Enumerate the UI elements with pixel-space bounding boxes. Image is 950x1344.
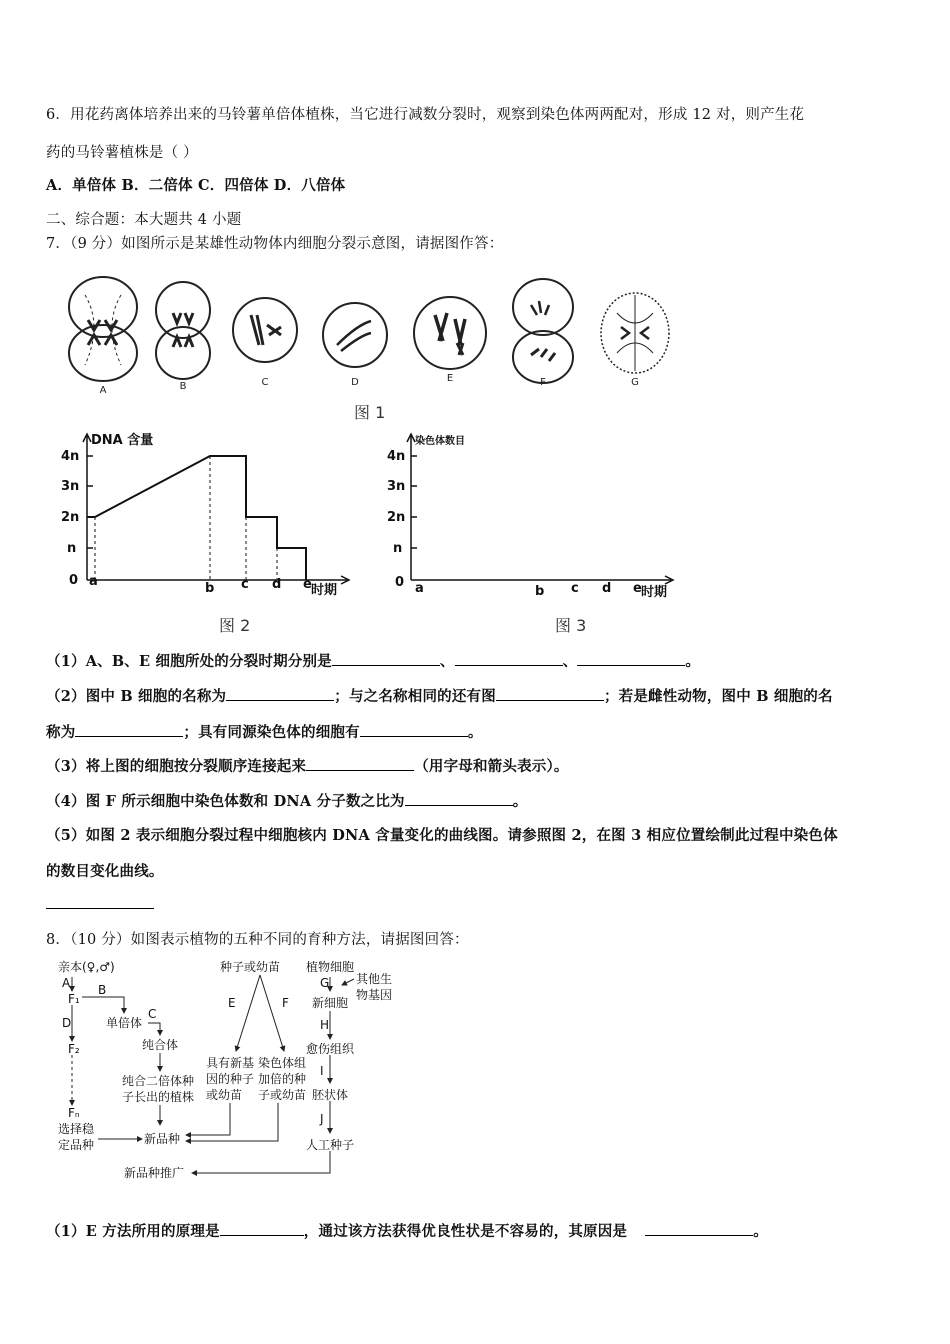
dg-label-h: H [320, 1018, 330, 1032]
fig2-xtick-c: c [241, 577, 249, 592]
q7-sub3-blank[interactable] [306, 756, 414, 771]
dg-label-g: G [320, 976, 330, 990]
fig2-ytick-0: 0 [69, 573, 79, 588]
cell-label-f: F [540, 377, 546, 388]
q7-sub5-blank[interactable] [46, 908, 154, 909]
fig3-xtick-b: b [535, 584, 545, 599]
cell-label-d: D [351, 377, 359, 388]
q7-sub2-text-a: （2）图中 B 细胞的名称为 [46, 688, 227, 705]
fig2-ytick-2n: 2n [61, 510, 80, 525]
dg-new-variety: 新品种 [144, 1132, 181, 1146]
q7-sub2-text-c: ；若是雌性动物，图中 B 细胞的名 [603, 688, 833, 705]
fig2-ylabel: DNA 含量 [91, 433, 154, 448]
q7-sub1-text: （1）A、B、E 细胞所处的分裂时期分别是 [46, 653, 332, 670]
q7-sub3-text-a: （3）将上图的细胞按分裂顺序连接起来 [46, 758, 307, 775]
fig2-dna-curve [87, 456, 306, 580]
fig3-ylabel: 染色体数目 [415, 436, 465, 447]
q7-sub2-blank3[interactable] [75, 722, 183, 737]
q7-sub1-blank3[interactable] [577, 651, 685, 666]
dg-newgene-3: 或幼苗 [206, 1088, 243, 1102]
figure3-chromosome-chart [385, 428, 695, 608]
q7-sub2-blank1[interactable] [226, 686, 334, 701]
dg-seed: 种子或幼苗 [220, 960, 281, 974]
dg-haploid: 单倍体 [106, 1016, 143, 1030]
q7-sub2-line2 [46, 721, 483, 742]
dg-select-2: 定品种 [58, 1138, 95, 1152]
dg-fn: Fₙ [68, 1106, 80, 1120]
dg-plant-cell: 植物细胞 [306, 960, 355, 974]
dg-f1: F₁ [68, 992, 80, 1006]
fig2-ytick-n: n [67, 541, 77, 556]
cell-label-a: A [99, 385, 107, 396]
dg-label-a: A [62, 976, 71, 990]
fig3-xtick-d: d [602, 581, 612, 596]
fig2-xtick-a: a [89, 574, 98, 589]
dg-other-2: 物基因 [356, 988, 393, 1002]
q7-sub4-text-a: （4）图 F 所示细胞中染色体数和 DNA 分子数之比为 [46, 793, 405, 810]
figure2-caption: 图 2 [219, 616, 251, 635]
fig3-xtick-e: e [633, 581, 642, 596]
q7-sub1-blank1[interactable] [332, 651, 440, 666]
q8-breeding-diagram [50, 955, 410, 1185]
q7-sub4 [46, 790, 527, 811]
q7-stem: 7．（9 分）如图所示是某雄性动物体内细胞分裂示意图，请据图作答： [46, 236, 504, 252]
dg-new-cell: 新细胞 [312, 996, 349, 1010]
q7-sub1-end: 。 [685, 653, 701, 670]
dg-embryoid: 胚状体 [312, 1088, 349, 1102]
q7-sub2-text-b: ；与之名称相同的还有图 [334, 688, 496, 705]
q7-sub2-blank4[interactable] [360, 722, 468, 737]
q8-sub1-blank2[interactable] [645, 1221, 753, 1236]
dg-f2: F₂ [68, 1042, 80, 1056]
dg-label-d: D [62, 1016, 72, 1030]
cell-label-e: E [446, 373, 454, 384]
q7-sub2-blank2[interactable] [496, 686, 604, 701]
q7-sub4-text-b: 。 [512, 793, 528, 810]
dg-double-1: 染色体组 [258, 1056, 307, 1070]
q8-sub1-text-b: ，通过该方法获得优良性状是不容易的，其原因是 [303, 1223, 628, 1240]
fig2-xtick-d: d [272, 577, 282, 592]
q7-sub2-text-f: 。 [467, 724, 483, 741]
q8-sub1-text-a: （1）E 方法所用的原理是 [46, 1223, 220, 1240]
q7-sub1-blank2[interactable] [455, 651, 563, 666]
dg-label-e: E [228, 996, 236, 1010]
dg-diploid-1: 纯合二倍体种 [122, 1074, 195, 1088]
fig3-ytick-0: 0 [395, 575, 405, 590]
dg-artificial-seed: 人工种子 [306, 1138, 355, 1152]
dg-double-2: 加倍的种 [258, 1072, 307, 1086]
dg-parent: 亲本(♀,♂) [58, 960, 115, 974]
q8-stem: 8．（10 分）如图表示植物的五种不同的育种方法，请据图回答： [46, 932, 469, 948]
dg-label-j: J [320, 1112, 324, 1126]
q7-sub4-blank[interactable] [405, 791, 513, 806]
cell-e [414, 297, 486, 369]
fig3-xlabel: 时期 [641, 585, 668, 600]
cell-c [233, 298, 297, 362]
q6-stem-line2: 药的马铃薯植株是（ ） [46, 145, 198, 161]
fig3-xtick-a: a [415, 581, 424, 596]
fig3-ytick-3n: 3n [387, 479, 406, 494]
cell-f [513, 279, 573, 383]
q7-sub5-line2: 的数目变化曲线。 [46, 863, 164, 880]
dg-newgene-2: 因的种子 [206, 1072, 255, 1086]
q8-sub1-blank1[interactable] [220, 1221, 304, 1236]
fig3-ytick-4n: 4n [387, 449, 406, 464]
dg-label-c: C [148, 1007, 157, 1021]
cell-label-g: G [631, 377, 639, 388]
cell-label-c: C [261, 377, 269, 388]
q7-sub3 [46, 755, 569, 776]
dg-label-i: I [320, 1064, 324, 1078]
q7-sub2-text-d: 称为 [46, 724, 76, 741]
dg-double-3: 子或幼苗 [258, 1088, 307, 1102]
fig2-ytick-4n: 4n [61, 449, 80, 464]
figure3-caption: 图 3 [555, 616, 587, 635]
dg-promote: 新品种推广 [124, 1166, 185, 1180]
dg-pure: 纯合体 [142, 1038, 179, 1052]
dg-newgene-1: 具有新基 [206, 1056, 255, 1070]
fig3-ytick-n: n [393, 541, 403, 556]
q7-sub3-text-b: （用字母和箭头表示）。 [414, 758, 569, 775]
dg-label-f: F [282, 996, 289, 1010]
cell-label-b: B [179, 381, 187, 392]
figure2-dna-chart [55, 428, 375, 608]
q7-sub1-sep1: 、 [439, 653, 455, 670]
dg-label-b: B [98, 983, 107, 997]
q7-sub2-line1 [46, 685, 833, 706]
section-heading: 二、综合题：本大题共 4 小题 [46, 212, 242, 228]
fig3-xtick-c: c [571, 581, 579, 596]
fig2-ytick-3n: 3n [61, 479, 80, 494]
dg-other-1: 其他生 [356, 972, 393, 986]
cell-a [69, 277, 137, 381]
fig2-xtick-b: b [205, 581, 215, 596]
q7-sub1-sep2: 、 [562, 653, 578, 670]
q7-sub2-text-e: ；具有同源染色体的细胞有 [183, 724, 360, 741]
q8-sub1-text-c: 。 [753, 1223, 768, 1240]
q8-sub1 [46, 1220, 768, 1241]
q6-stem-line1: 6．用花药离体培养出来的马铃薯单倍体植株，当它进行减数分裂时，观察到染色体两两配对，形成 12 对，则产生花 [46, 107, 805, 123]
cell-d [323, 303, 387, 367]
dg-diploid-2: 子长出的植株 [122, 1090, 195, 1104]
cell-b [156, 282, 210, 379]
cell-g [601, 293, 669, 373]
fig3-ytick-2n: 2n [387, 510, 406, 525]
figure1-caption: 图 1 [354, 403, 386, 422]
fig2-xlabel: 时期 [311, 583, 338, 598]
q7-sub5-line1: （5）如图 2 表示细胞分裂过程中细胞核内 DNA 含量变化的曲线图。请参照图 2，在图 3 相应位置绘制此过程中染色体 [46, 827, 838, 844]
dg-callus: 愈伤组织 [306, 1042, 355, 1056]
q7-sub1 [46, 650, 700, 671]
dg-select-1: 选择稳 [58, 1122, 95, 1136]
q6-options: A．单倍体 B．二倍体 C．四倍体 D．八倍体 [46, 177, 346, 194]
fig2-xtick-e: e [303, 577, 312, 592]
